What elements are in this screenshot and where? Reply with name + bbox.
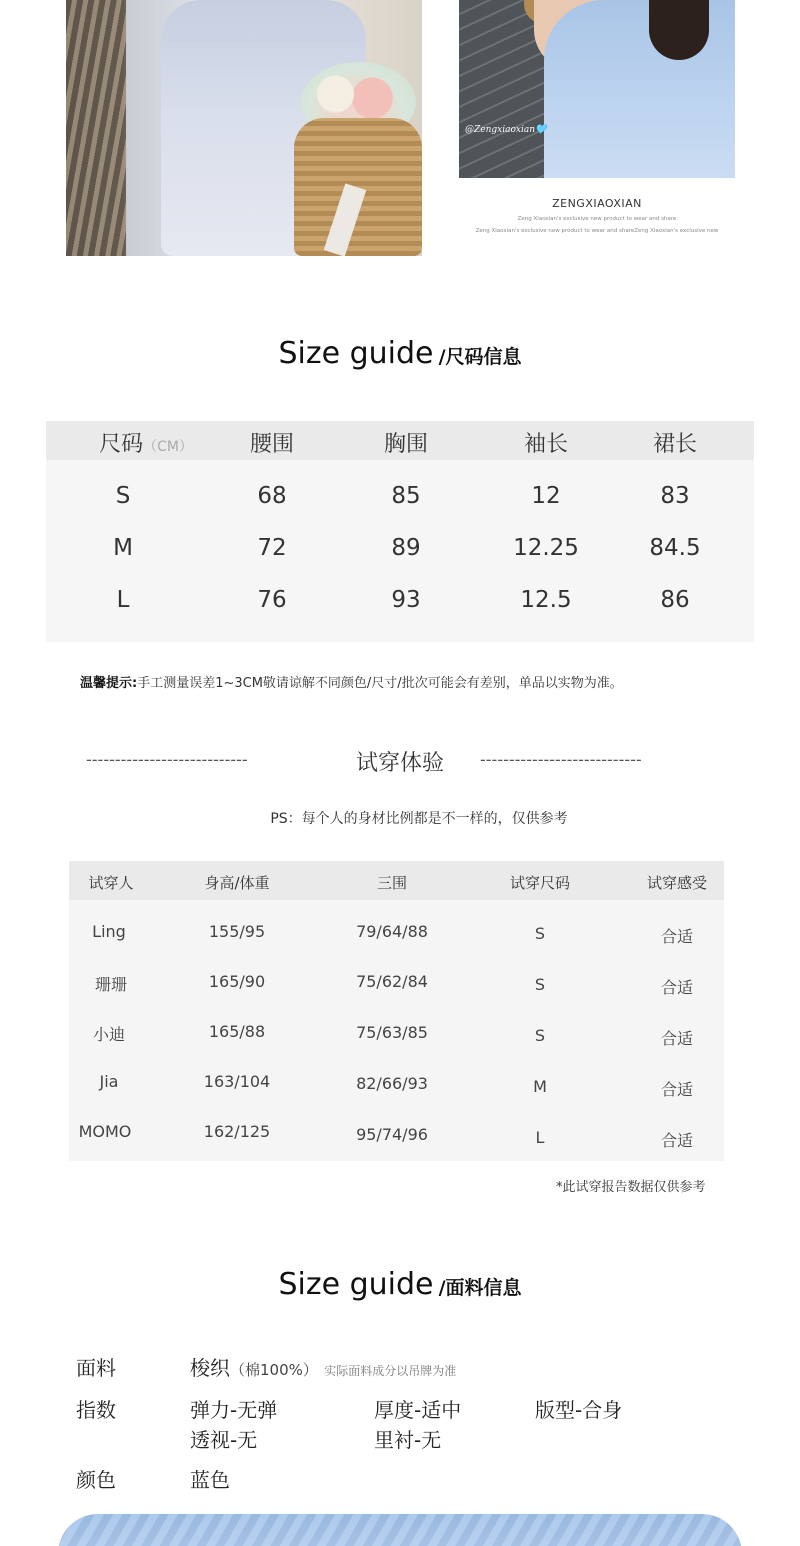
divider-dashes-left: ---------------------------- — [86, 750, 248, 769]
index-fit: 版型-合身 — [535, 1398, 623, 1422]
fabric-detail-photo — [58, 1514, 742, 1546]
brand-subline: Zeng Xiaoxian's exclusive new product to wear and shareZeng Xiaoxian's exclusive new — [475, 228, 719, 234]
heading-chinese: /尺码信息 — [438, 346, 522, 368]
header-cell: 试穿人 — [88, 874, 134, 892]
tester-name: MOMO — [78, 1122, 132, 1141]
table-cell: 12.5 — [520, 587, 572, 613]
table-cell: 79/64/88 — [356, 922, 428, 941]
header-cell: 袖长 — [523, 432, 568, 457]
table-cell: 12.25 — [513, 535, 579, 561]
table-cell: L — [535, 1128, 545, 1147]
table-cell: 合适 — [660, 978, 693, 997]
heading-chinese: /面料信息 — [438, 1277, 522, 1299]
tester-name: 珊珊 — [94, 975, 127, 994]
table-cell: 75/63/85 — [356, 1023, 428, 1042]
photo-window-blinds — [66, 0, 126, 256]
fabric-guide-heading — [0, 1267, 800, 1302]
fabric-composition: （棉100%） — [230, 1361, 318, 1379]
table-cell: S — [534, 924, 546, 943]
header-cell — [76, 427, 216, 458]
header-size-label: 尺码 — [99, 432, 144, 457]
size-guide-heading — [0, 336, 800, 371]
table-cell: 合适 — [660, 1080, 693, 1099]
fabric-texture — [58, 1514, 742, 1546]
heading-english: Size guide — [278, 336, 434, 371]
index-elasticity: 弹力-无弹 — [190, 1398, 278, 1422]
index-thickness: 厚度-适中 — [374, 1398, 462, 1422]
table-cell: 95/74/96 — [356, 1125, 428, 1144]
table-cell: 93 — [391, 587, 421, 613]
table-cell: 165/90 — [208, 972, 266, 991]
heading-english: Size guide — [278, 1267, 434, 1302]
table-cell: 86 — [660, 587, 690, 613]
color-label: 颜色 — [76, 1468, 116, 1492]
table-cell: 76 — [257, 587, 287, 613]
table-cell: 12 — [531, 483, 561, 509]
table-cell: 82/66/93 — [356, 1074, 428, 1093]
header-cell: 试穿尺码 — [509, 874, 570, 892]
header-cell: 腰围 — [249, 432, 294, 457]
table-cell: 合适 — [660, 927, 693, 946]
tip-label: 温馨提示: — [80, 676, 138, 691]
table-cell: 162/125 — [203, 1122, 271, 1141]
tester-name: Jia — [99, 1072, 119, 1091]
table-cell: 合适 — [660, 1131, 693, 1150]
size-cell: M — [113, 535, 133, 561]
table-cell: S — [534, 975, 546, 994]
fabric-value — [190, 1352, 456, 1381]
header-cell: 试穿感受 — [646, 874, 707, 892]
size-table — [46, 421, 754, 642]
table-cell: 75/62/84 — [356, 972, 428, 991]
tester-name: 小迪 — [92, 1025, 125, 1044]
table-cell: 155/95 — [208, 922, 266, 941]
index-transparency: 透视-无 — [190, 1428, 258, 1452]
photo-hair — [649, 0, 709, 60]
table-cell: S — [534, 1026, 546, 1045]
index-lining: 里衬-无 — [374, 1428, 442, 1452]
table-cell: 83 — [660, 483, 690, 509]
brand-title: ZENGXIAOXIAN — [552, 197, 642, 210]
header-cell: 身高/体重 — [204, 874, 270, 892]
brand-subline: Zeng Xiaoxian's exclusive new product to wear and share — [517, 216, 677, 222]
divider-dashes-right: ---------------------------- — [480, 750, 642, 769]
table-cell: M — [533, 1077, 547, 1096]
try-on-disclaimer: *此试穿报告数据仅供参考 — [556, 1180, 706, 1195]
header-unit: （CM） — [143, 439, 193, 455]
fabric-type: 梭织 — [190, 1356, 230, 1380]
photo-watermark: @Zengxiaoxian🩵 — [465, 125, 547, 135]
table-cell: 72 — [257, 535, 287, 561]
tester-name: Ling — [92, 922, 126, 941]
header-cell: 裙长 — [652, 432, 697, 457]
tip-text: 手工测量误差1~3CM敬请谅解不同颜色/尺寸/批次可能会有差别，单品以实物为准。 — [137, 676, 623, 691]
header-cell: 胸围 — [383, 432, 428, 457]
table-cell: 165/88 — [208, 1022, 266, 1041]
table-cell: 89 — [391, 535, 421, 561]
measurement-tip — [80, 672, 623, 691]
size-cell: S — [115, 483, 131, 509]
size-cell: L — [116, 587, 130, 613]
fabric-label: 面料 — [76, 1356, 116, 1380]
table-cell: 163/104 — [203, 1072, 271, 1091]
product-photo-right — [459, 0, 735, 178]
index-label: 指数 — [76, 1398, 116, 1422]
try-on-table — [69, 861, 724, 1161]
table-cell: 85 — [391, 483, 421, 509]
table-cell: 68 — [257, 483, 287, 509]
table-cell: 合适 — [660, 1029, 693, 1048]
header-cell: 三围 — [376, 874, 407, 892]
fabric-note: 实际面料成分以吊牌为准 — [324, 1364, 457, 1378]
color-value: 蓝色 — [190, 1468, 230, 1492]
fitting-ps-note: PS：每个人的身材比例都是不一样的，仅供参考 — [270, 811, 568, 827]
table-cell: 84.5 — [649, 535, 701, 561]
product-photo-left — [66, 0, 422, 256]
fitting-title: 试穿体验 — [355, 751, 444, 776]
